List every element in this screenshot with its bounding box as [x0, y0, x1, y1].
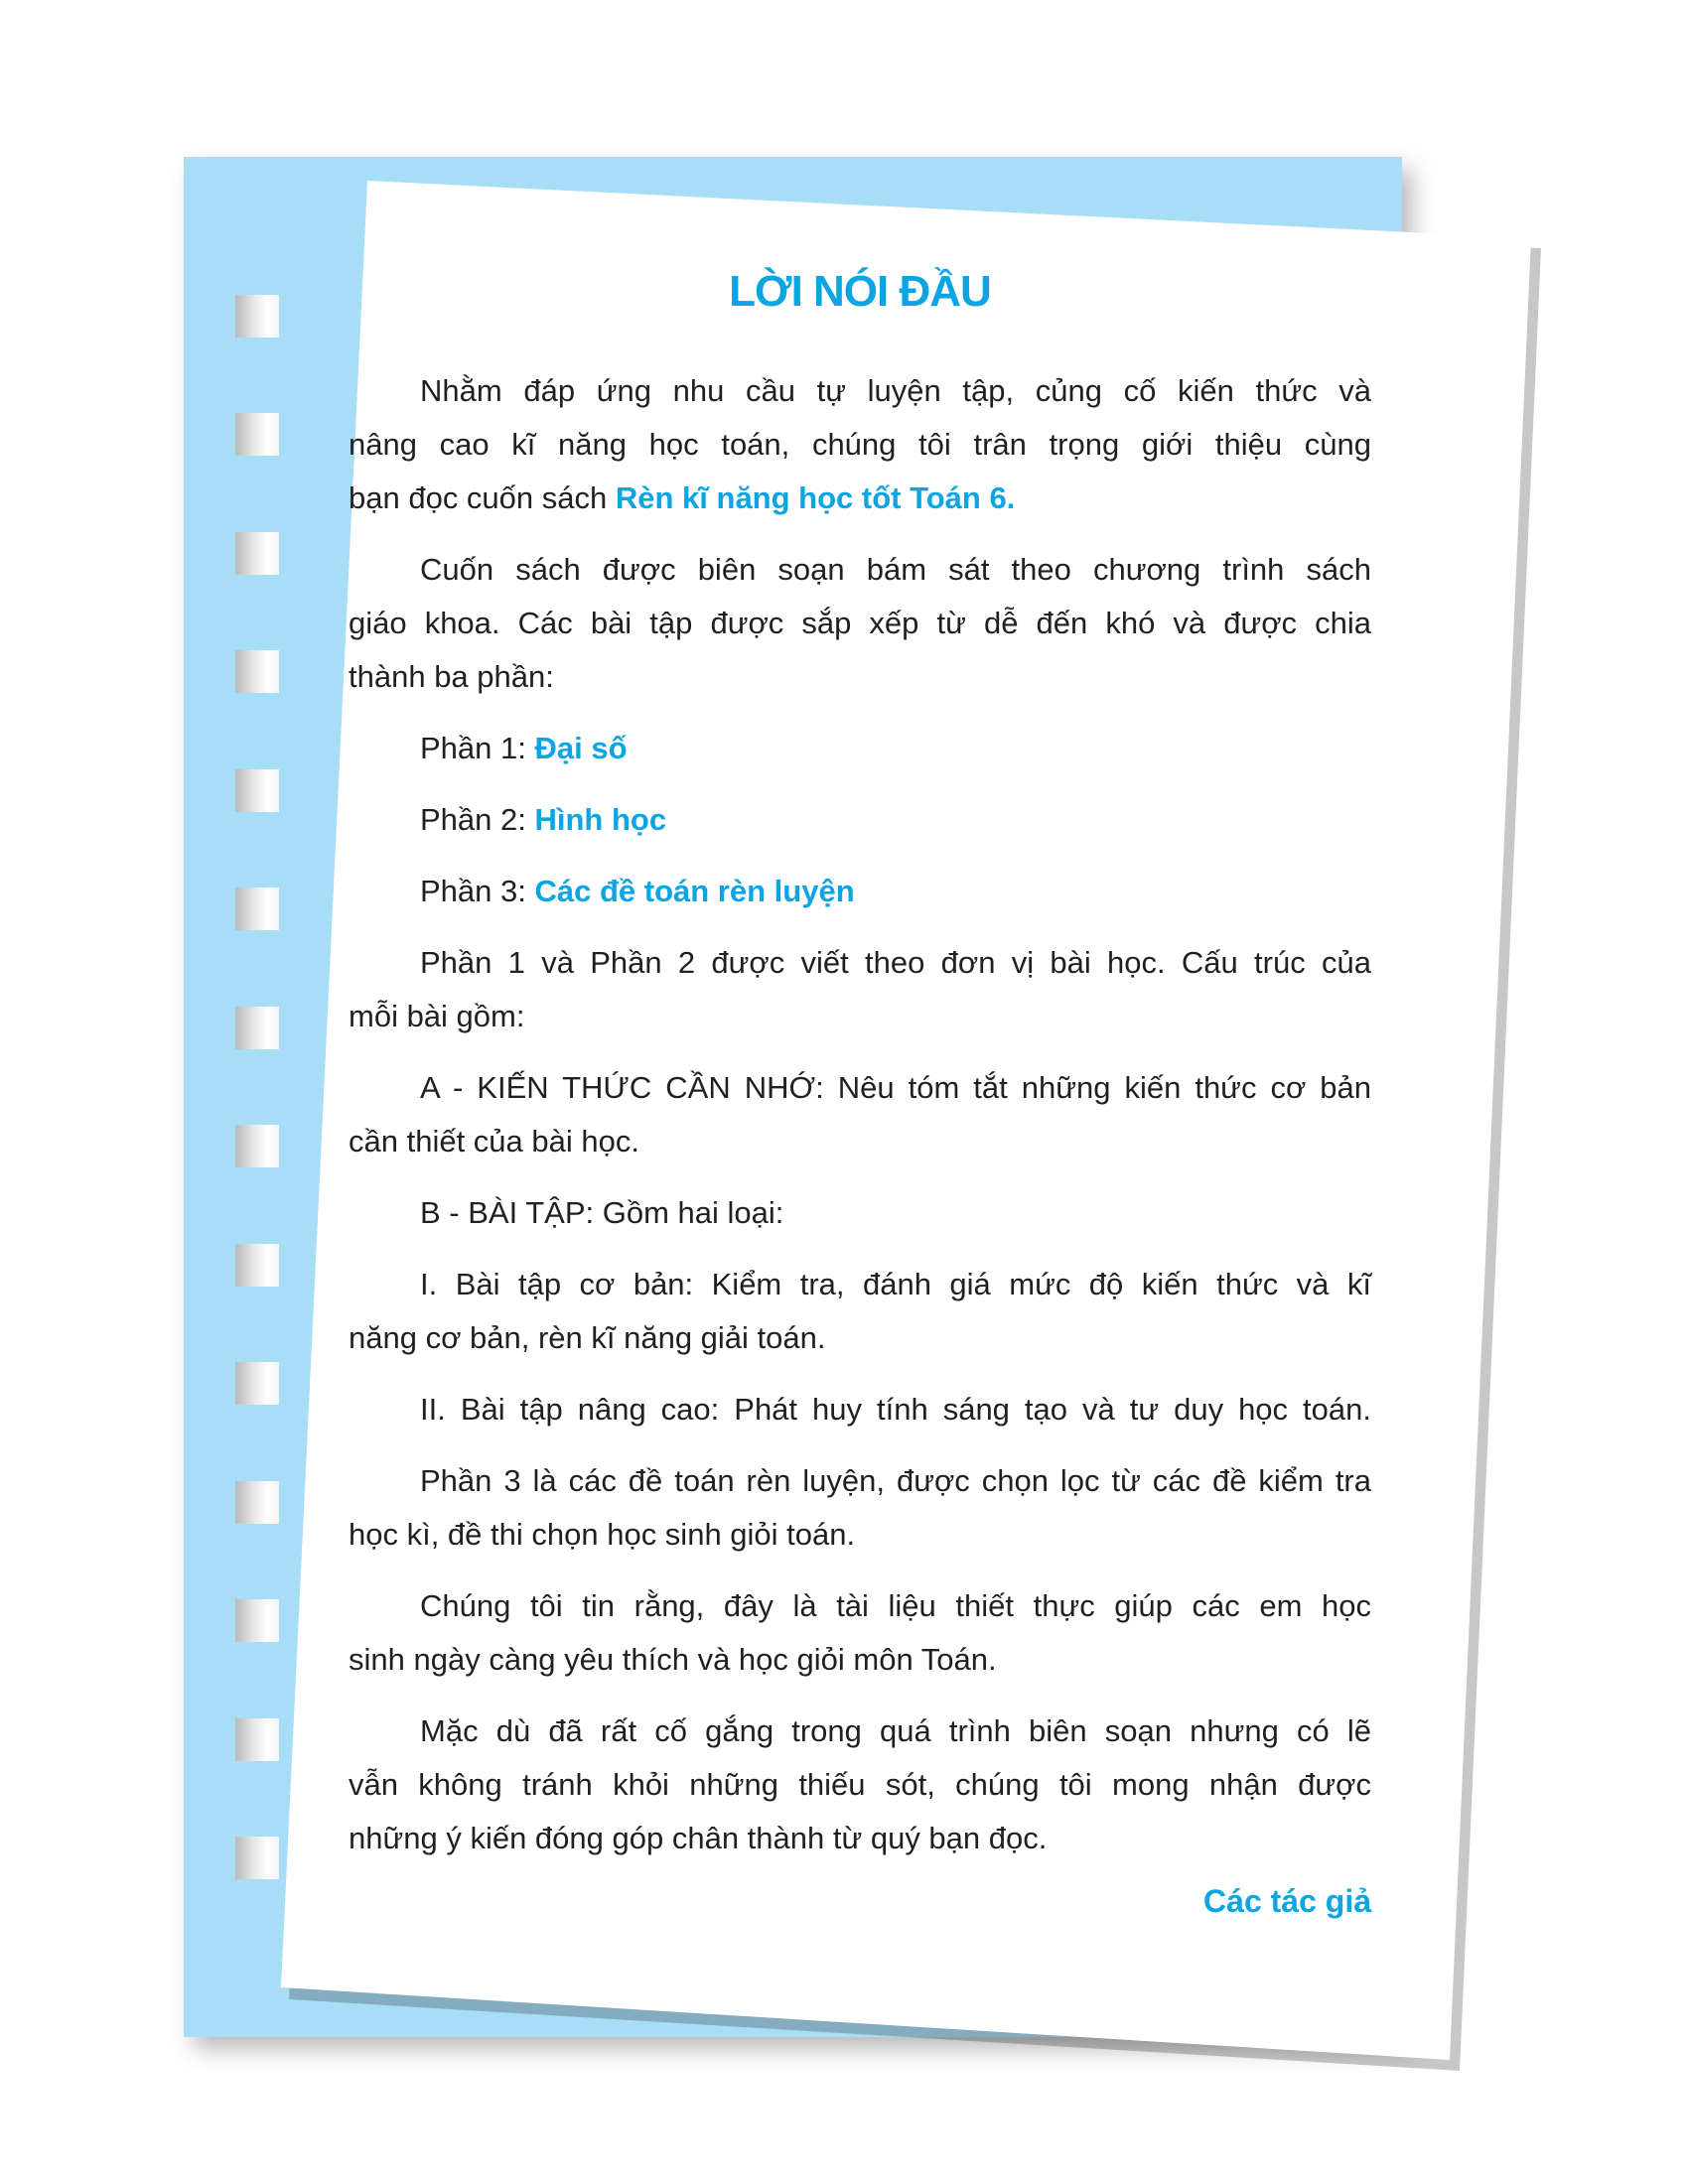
authors-signature: Các tác giả: [1203, 1883, 1371, 1919]
paragraph-3-line-2: mỗi bài gồm:: [349, 999, 525, 1033]
paragraph-2-line-3: thành ba phần:: [349, 659, 554, 694]
paragraph-1-line-2: nâng cao kĩ năng học toán, chúng tôi trân trọng giới thiệu cùng: [349, 427, 1371, 462]
paragraph-5-line-2: sinh ngày càng yêu thích và học giỏi môn Toán.: [349, 1642, 997, 1677]
part-2-name: Hình học: [534, 802, 667, 837]
section-a-line-1: A - KIẾN THỨC CẦN NHỚ: Nêu tóm tắt những kiến thức cơ bản: [420, 1070, 1371, 1105]
paragraph-4-line-2: học kì, đề thi chọn học sinh giỏi toán.: [349, 1517, 856, 1552]
binder-hole: [235, 1125, 279, 1167]
item-i-line-2: năng cơ bản, rèn kĩ năng giải toán.: [349, 1320, 826, 1355]
section-b-line-1: B - BÀI TẬP: Gồm hai loại:: [420, 1195, 784, 1230]
paragraph-1-prefix: bạn đọc cuốn sách: [349, 480, 616, 515]
binder-hole: [235, 887, 279, 930]
binder-hole: [235, 769, 279, 812]
item-i-line-1: I. Bài tập cơ bản: Kiểm tra, đánh giá mức độ kiến thức và kĩ: [420, 1267, 1371, 1301]
part-1: [349, 722, 1371, 775]
paragraph-5-line-1: Chúng tôi tin rằng, đây là tài liệu thiết thực giúp các em học: [420, 1588, 1371, 1623]
binder-hole: [235, 1837, 279, 1879]
section-a-line-2: cần thiết của bài học.: [349, 1124, 639, 1159]
binder-hole: [235, 650, 279, 693]
paragraph-3-line-1: Phần 1 và Phần 2 được viết theo đơn vị bài học. Cấu trúc của: [420, 945, 1371, 980]
binder-hole: [235, 532, 279, 575]
binder-hole: [235, 295, 279, 338]
binder-hole: [235, 1362, 279, 1405]
part-1-name: Đại số: [534, 731, 628, 765]
paragraph-6-line-1: Mặc dù đã rất cố gắng trong quá trình biên soạn nhưng có lẽ: [420, 1713, 1371, 1748]
paragraph-6-line-3: những ý kiến đóng góp chân thành từ quý bạn đọc.: [349, 1821, 1048, 1855]
part-3-name: Các đề toán rèn luyện: [534, 874, 855, 908]
paragraph-6-line-2: vẫn không tránh khỏi những thiếu sót, chúng tôi mong nhận được: [349, 1767, 1371, 1802]
binder-hole: [235, 1718, 279, 1761]
binder-hole: [235, 1599, 279, 1642]
part-3-label: Phần 3:: [420, 874, 535, 908]
binder-hole: [235, 1244, 279, 1287]
binder-hole: [235, 1007, 279, 1049]
paragraph-2-line-2: giáo khoa. Các bài tập được sắp xếp từ dễ đến khó và được chia: [349, 606, 1371, 640]
book-title-highlight: Rèn kĩ năng học tốt Toán 6.: [615, 480, 1016, 515]
part-2: [349, 793, 1371, 847]
paragraph-4-line-1: Phần 3 là các đề toán rèn luyện, được chọn lọc từ các đề kiểm tra: [420, 1463, 1371, 1498]
binder-hole: [235, 1481, 279, 1524]
part-3: [349, 865, 1371, 918]
part-2-label: Phần 2:: [420, 802, 535, 837]
item-ii-line-1: II. Bài tập nâng cao: Phát huy tính sáng tạo và tư duy học toán.: [420, 1392, 1371, 1427]
paragraph-2-line-1: Cuốn sách được biên soạn bám sát theo chương trình sách: [420, 552, 1371, 587]
page-title: LỜI NÓI ĐẦU: [729, 267, 991, 316]
paragraph-1-line-1: Nhằm đáp ứng nhu cầu tự luyện tập, củng cố kiến thức và: [420, 373, 1371, 408]
binder-hole: [235, 413, 279, 456]
part-1-label: Phần 1:: [420, 731, 535, 765]
paragraph-1-line-3: [349, 472, 1371, 525]
